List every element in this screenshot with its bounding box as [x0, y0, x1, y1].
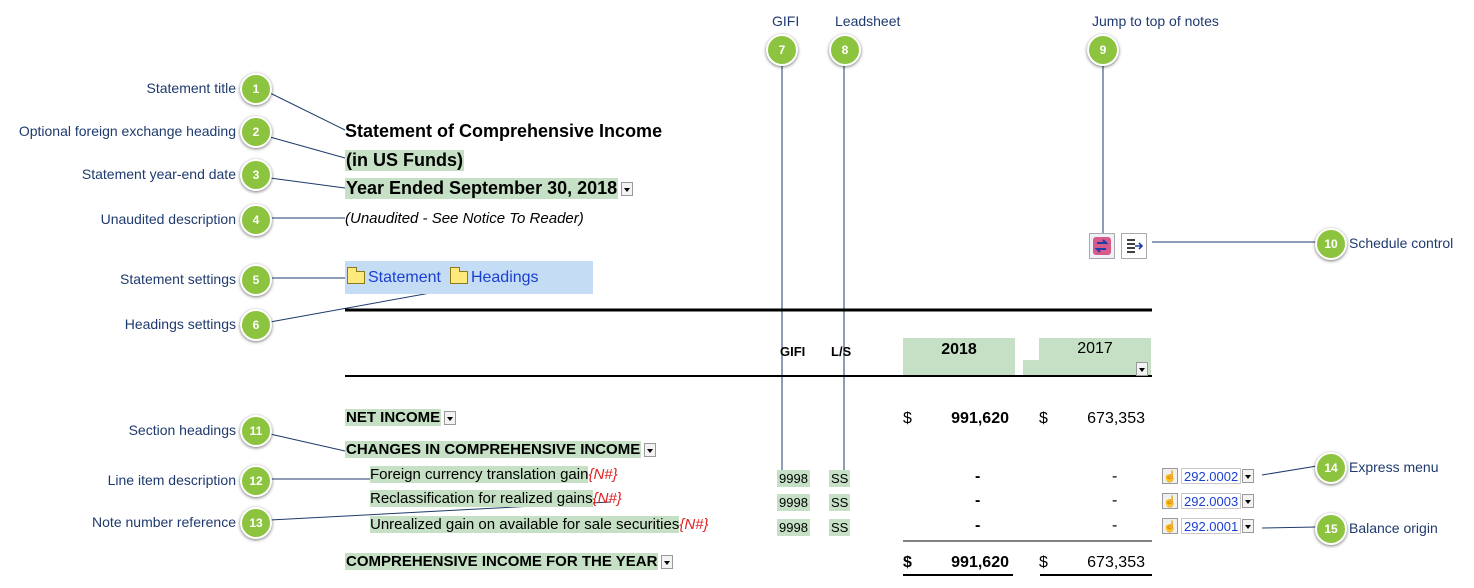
- line-item-callout-label: Line item description: [107, 472, 236, 488]
- total-current: 991,620: [951, 554, 1009, 571]
- line-item-ls[interactable]: SS: [831, 520, 849, 535]
- line-item-prior: -: [1112, 468, 1118, 485]
- express-menu-dropdown-icon[interactable]: [1242, 519, 1254, 533]
- express-menu-value[interactable]: 292.0003: [1181, 493, 1241, 509]
- express-menu-value[interactable]: 292.0002: [1181, 468, 1241, 484]
- schedule-control-callout-label: Schedule control: [1349, 235, 1454, 251]
- net-income-dollar-prior: $: [1039, 410, 1048, 427]
- line-item-prior: -: [1112, 517, 1118, 534]
- hand-pointer-icon[interactable]: ☝: [1162, 493, 1178, 509]
- callout-badge-15: 15: [1315, 513, 1347, 545]
- prior-year-header[interactable]: 2017: [1039, 338, 1151, 360]
- line-item-gifi[interactable]: 9998: [779, 520, 808, 535]
- leadsheet-callout-label: Leadsheet: [835, 13, 901, 29]
- total-dollar-current: $: [903, 554, 912, 571]
- jump-to-top-button[interactable]: [1089, 233, 1115, 259]
- jump-top-callout-label: Jump to top of notes: [1092, 13, 1219, 29]
- fx-heading[interactable]: (in US Funds): [346, 150, 463, 170]
- statement-title: Statement of Comprehensive Income: [345, 121, 663, 141]
- line-item-description[interactable]: Unrealized gain on available for sale securities: [370, 516, 680, 533]
- express-menu-dropdown-icon[interactable]: [1242, 469, 1254, 483]
- prior-year-dropdown-icon[interactable]: [1136, 362, 1148, 376]
- gifi-callout-label: GIFI: [772, 13, 800, 29]
- note-number-reference[interactable]: {N#}: [679, 516, 709, 533]
- schedule-control-button[interactable]: [1121, 233, 1147, 259]
- note-ref-callout-label: Note number reference: [92, 514, 236, 530]
- line-item-ls[interactable]: SS: [831, 495, 849, 510]
- jump-to-top-icon: [1092, 236, 1112, 256]
- prior-year-header-band: [1023, 360, 1151, 375]
- fx-heading-callout-label: Optional foreign exchange heading: [18, 123, 236, 139]
- current-year-header: 2018: [903, 338, 1015, 375]
- line-item-description[interactable]: Foreign currency translation gain: [370, 466, 589, 483]
- settings-band: [345, 261, 593, 294]
- net-income-current: 991,620: [951, 410, 1009, 427]
- callout-badge-1: 1: [240, 73, 272, 105]
- note-number-reference[interactable]: {N#}: [592, 490, 622, 507]
- total-dollar-prior: $: [1039, 554, 1048, 571]
- express-menu[interactable]: [1162, 492, 1254, 510]
- total-dropdown-icon[interactable]: [661, 555, 673, 569]
- net-income-heading[interactable]: NET INCOME: [346, 409, 441, 426]
- total-row: [345, 553, 673, 570]
- balance-origin-callout-label: Balance origin: [1349, 520, 1438, 536]
- callout-badge-12: 12: [240, 465, 272, 497]
- statement-settings-callout-label: Statement settings: [120, 271, 236, 287]
- line-item-prior: -: [1112, 492, 1118, 509]
- line-item-row: [370, 466, 618, 483]
- net-income-dollar-current: $: [903, 410, 912, 427]
- unaudited-description[interactable]: (Unaudited - See Notice To Reader): [345, 210, 584, 227]
- line-item-description[interactable]: Reclassification for realized gains: [370, 490, 593, 507]
- callout-badge-6: 6: [240, 309, 272, 341]
- express-menu[interactable]: [1162, 467, 1254, 485]
- callout-badge-5: 5: [240, 264, 272, 296]
- callout-badge-8: 8: [829, 34, 861, 66]
- callout-badge-10: 10: [1315, 228, 1347, 260]
- total-heading[interactable]: COMPREHENSIVE INCOME FOR THE YEAR: [346, 553, 658, 570]
- gifi-column-header: GIFI: [780, 344, 806, 359]
- changes-section-heading[interactable]: CHANGES IN COMPREHENSIVE INCOME: [346, 441, 641, 458]
- line-item-current: -: [975, 517, 981, 534]
- note-number-reference[interactable]: {N#}: [588, 466, 618, 483]
- total-prior: 673,353: [1087, 554, 1145, 571]
- headings-settings-callout-label: Headings settings: [124, 316, 236, 332]
- callout-badge-7: 7: [766, 34, 798, 66]
- callout-badge-14: 14: [1315, 452, 1347, 484]
- callout-badge-11: 11: [240, 415, 272, 447]
- changes-section-dropdown-icon[interactable]: [644, 443, 656, 457]
- schedule-control-icon: [1124, 236, 1144, 256]
- balance-origin-value[interactable]: 292.0001: [1181, 518, 1241, 534]
- callout-badge-13: 13: [240, 507, 272, 539]
- section-headings-callout-label: Section headings: [128, 422, 236, 438]
- year-end-callout-label: Statement year-end date: [81, 166, 236, 182]
- statement-folder-icon[interactable]: [347, 271, 365, 284]
- year-end-dropdown-icon[interactable]: [621, 182, 633, 196]
- net-income-prior: 673,353: [1087, 410, 1145, 427]
- statement-title-callout-label: Statement title: [146, 80, 236, 96]
- unaudited-callout-label: Unaudited description: [100, 211, 236, 227]
- headings-settings-link[interactable]: Headings: [470, 268, 539, 286]
- line-item-row: [370, 490, 622, 507]
- line-item-row: [370, 516, 709, 533]
- express-menu-callout-label: Express menu: [1349, 459, 1439, 475]
- callout-badge-2: 2: [240, 116, 272, 148]
- express-menu[interactable]: [1162, 517, 1254, 535]
- line-item-current: -: [975, 468, 981, 485]
- line-item-ls[interactable]: SS: [831, 471, 849, 486]
- statement-settings-link[interactable]: Statement: [368, 268, 441, 286]
- year-end-row: [345, 178, 633, 199]
- hand-pointer-icon[interactable]: ☝: [1162, 518, 1178, 534]
- hand-pointer-icon[interactable]: ☝: [1162, 468, 1178, 484]
- headings-folder-icon[interactable]: [450, 271, 468, 284]
- callout-badge-4: 4: [240, 204, 272, 236]
- net-income-row: [345, 409, 456, 426]
- line-item-gifi[interactable]: 9998: [779, 495, 808, 510]
- express-menu-dropdown-icon[interactable]: [1242, 494, 1254, 508]
- changes-section-row: [345, 441, 656, 458]
- year-end-date[interactable]: Year Ended September 30, 2018: [346, 178, 618, 198]
- line-item-gifi[interactable]: 9998: [779, 471, 808, 486]
- line-item-current: -: [975, 492, 981, 509]
- ls-column-header: L/S: [831, 344, 852, 359]
- net-income-dropdown-icon[interactable]: [444, 411, 456, 425]
- callout-badge-9: 9: [1087, 34, 1119, 66]
- callout-badge-3: 3: [240, 159, 272, 191]
